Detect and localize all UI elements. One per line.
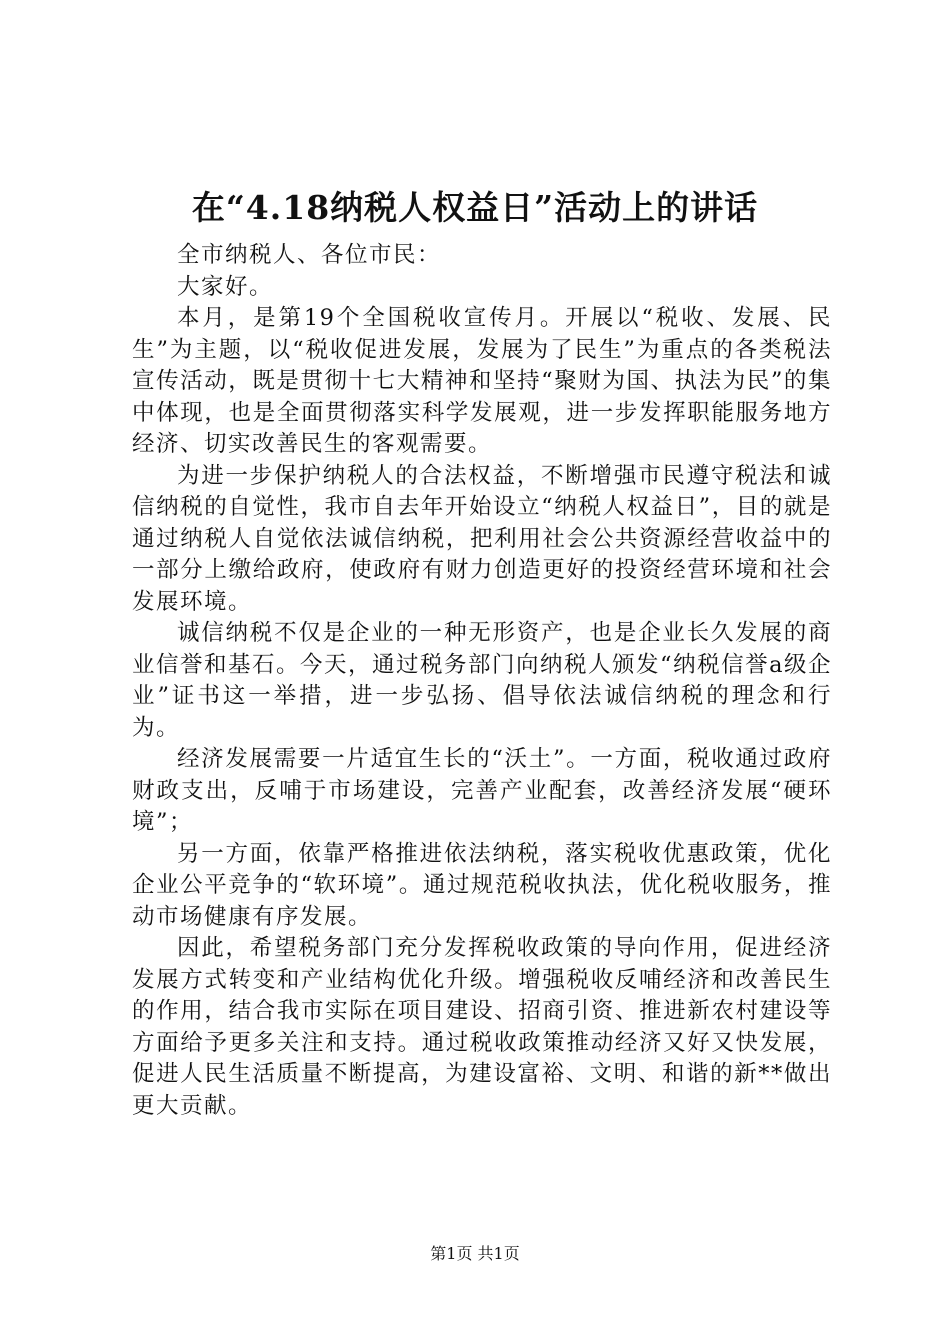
body-paragraph: 本月，是第19个全国税收宣传月。开展以“税收、发展、民生”为主题，以“税收促进发展，发展为了民生”为重点的各类税法宣传活动，既是贯彻十七大精神和坚持“聚财为国、执法为民”的集中体现，也是全面贯彻落实科学发展观，进一步发挥职能服务地方经济、切实改善民生的客观需要。 — [132, 305, 832, 457]
salutation: 全市纳税人、各位市民： — [177, 242, 442, 268]
greeting: 大家好。 — [177, 273, 274, 300]
body-paragraph: 为进一步保护纳税人的合法权益，不断增强市民遵守税法和诚信纳税的自觉性，我市自去年开始设立“纳税人权益日”，目的就是通过纳税人自觉依法诚信纳税，把利用社会公共资源经营收益中的一部分上缴给政府，使政府有财力创造更好的投资经营环境和社会发展环境。 — [132, 462, 832, 615]
body-paragraph: 因此，希望税务部门充分发挥税收政策的导向作用，促进经济发展方式转变和产业结构优化升级。增强税收反哺经济和改善民生的作用，结合我市实际在项目建设、招商引资、推进新农村建设等方面给予更多关注和支持。通过税收政策推动经济又好又快发展，促进人民生活质量不断提高，为建设富裕、文明、和谐的新**做出更大贡献。 — [132, 935, 832, 1119]
page-number-footer: 第1页 共1页 — [430, 1244, 520, 1263]
document-title: 在“4.18纳税人权益日”活动上的讲话 — [191, 188, 759, 227]
document-body — [132, 240, 832, 1122]
body-paragraph: 经济发展需要一片适宜生长的“沃土”。一方面，税收通过政府财政支出，反哺于市场建设，完善产业配套，改善经济发展“硬环境”； — [132, 746, 832, 835]
body-paragraph: 诚信纳税不仅是企业的一种无形资产，也是企业长久发展的商业信誉和基石。今天，通过税务部门向纳税人颁发“纳税信誉a级企业”证书这一举措，进一步弘扬、倡导依法诚信纳税的理念和行为。 — [132, 620, 832, 741]
body-paragraph: 另一方面，依靠严格推进依法纳税，落实税收优惠政策，优化企业公平竞争的“软环境”。通过规范税收执法，优化税收服务，推动市场健康有序发展。 — [132, 840, 832, 930]
